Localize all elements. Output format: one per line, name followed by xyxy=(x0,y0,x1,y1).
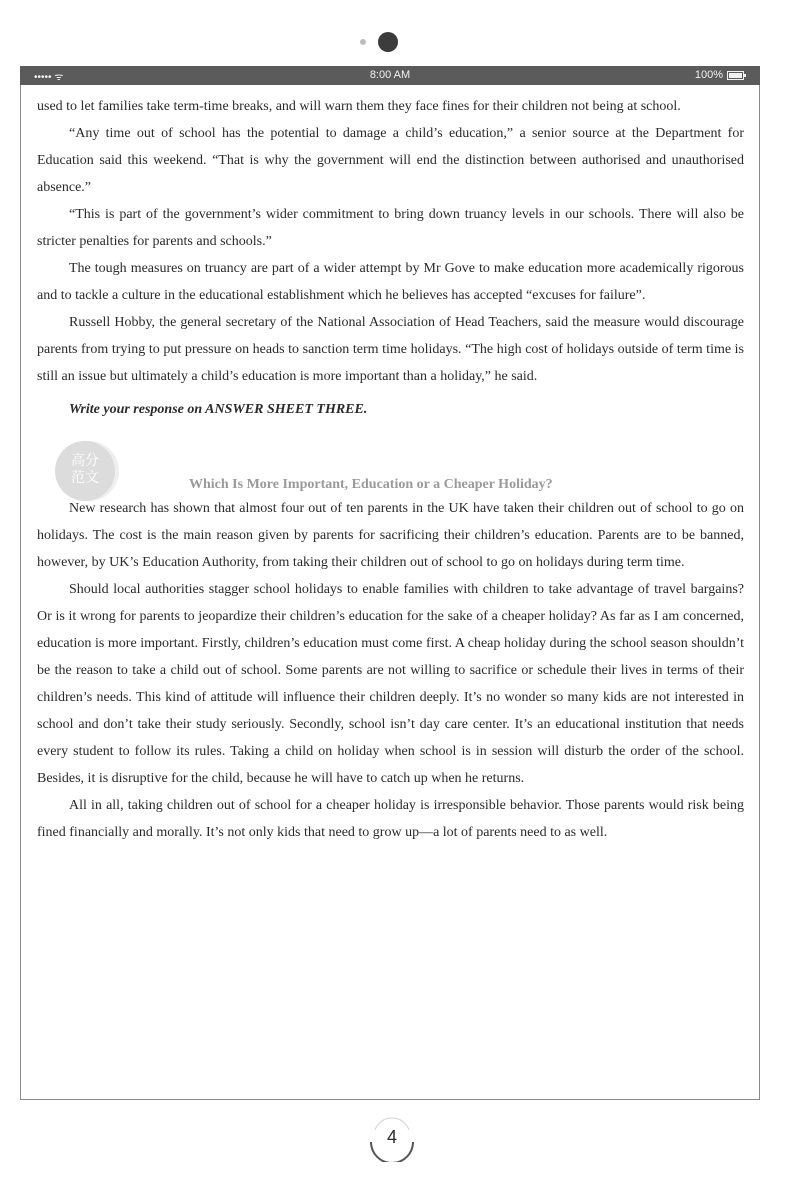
model-essay-header xyxy=(37,435,744,495)
battery-icon xyxy=(727,71,744,80)
badge-line-1: 高分 xyxy=(71,453,99,469)
essay-paragraph-1: New research has shown that almost four out of ten parents in the UK have taken their children out of school to go on holidays. The cost is the main reason given by parents for sacrificing their children’s education. Parents are to be banned, however, by UK’s Education Authority, from taking their children out of school to go on holidays during term time. xyxy=(37,501,744,570)
paragraph-quote-1: “Any time out of school has the potential to damage a child’s education,” a senior source at the Department for Education said this weekend. “That is why the government will end the distinction between authorised and unauthorised absence.” xyxy=(37,126,744,195)
page-number: 4 xyxy=(386,1127,397,1147)
camera-lens xyxy=(378,32,398,52)
page-number-ornament xyxy=(367,1112,417,1162)
paragraph-gove: The tough measures on truancy are part of a wider attempt by Mr Gove to make education more academically rigorous and to tackle a culture in the educational establishment which he believes has accepted “excuses for failure”. xyxy=(37,261,744,303)
status-time: 8:00 AM xyxy=(369,69,411,81)
essay-paragraph-2: Should local authorities stagger school holidays to enable families with children to take advantage of travel bargains? Or is it wrong for parents to jeopardize their children’s education for the sake of a cheaper holiday? As far as I am concerned, education is more important. Firstly, children’s education must come first. A cheap holiday during the school season shouldn’t be the reason to take a child out of school. Some parents are not willing to sacrifice or schedule their lives in terms of their children’s needs. This kind of attitude will influence their children deeply. It’s no wonder so many kids are not interested in school and don’t take their study seriously. Secondly, school isn’t day care center. It’s an educational institution that needs every student to follow its rules. Taking a child on holiday when school is in session will disturb the order of the school. Besides, it is disruptive for the child, because he will have to catch up when he returns. xyxy=(37,582,744,786)
page-content xyxy=(37,93,744,846)
device-camera xyxy=(0,30,800,54)
essay-paragraph-3: All in all, taking children out of school for a cheaper holiday is irresponsible behavior. Those parents would risk being fined financially and morally. It’s not only kids that need to grow up—a lot of parents need to as well. xyxy=(37,798,744,840)
answer-instruction: Write your response on ANSWER SHEET THREE. xyxy=(69,402,368,417)
essay-title: Which Is More Important, Education or a Cheaper Holiday? xyxy=(189,477,553,492)
battery-percent: 100% xyxy=(694,69,723,81)
paragraph-quote-2: “This is part of the government’s wider commitment to bring down truancy levels in our schools. There will also be stricter penalties for parents and schools.” xyxy=(37,207,744,249)
battery-indicator xyxy=(695,69,744,81)
signal-wifi-icon: ••••• ᯤ xyxy=(34,72,64,83)
status-bar xyxy=(20,66,760,85)
model-essay-badge xyxy=(55,441,115,501)
badge-line-2: 范文 xyxy=(71,470,99,486)
paragraph-continued: used to let families take term-time breaks, and will warn them they face fines for their children not being at school. xyxy=(37,99,681,114)
sensor-dot xyxy=(360,39,366,45)
paragraph-hobby: Russell Hobby, the general secretary of the National Association of Head Teachers, said the measure would discourage parents from trying to put pressure on heads to sanction term time holidays. “The high cost of holidays outside of term time is still an issue but ultimately a child’s education is more important than a holiday,” he said. xyxy=(37,315,744,384)
